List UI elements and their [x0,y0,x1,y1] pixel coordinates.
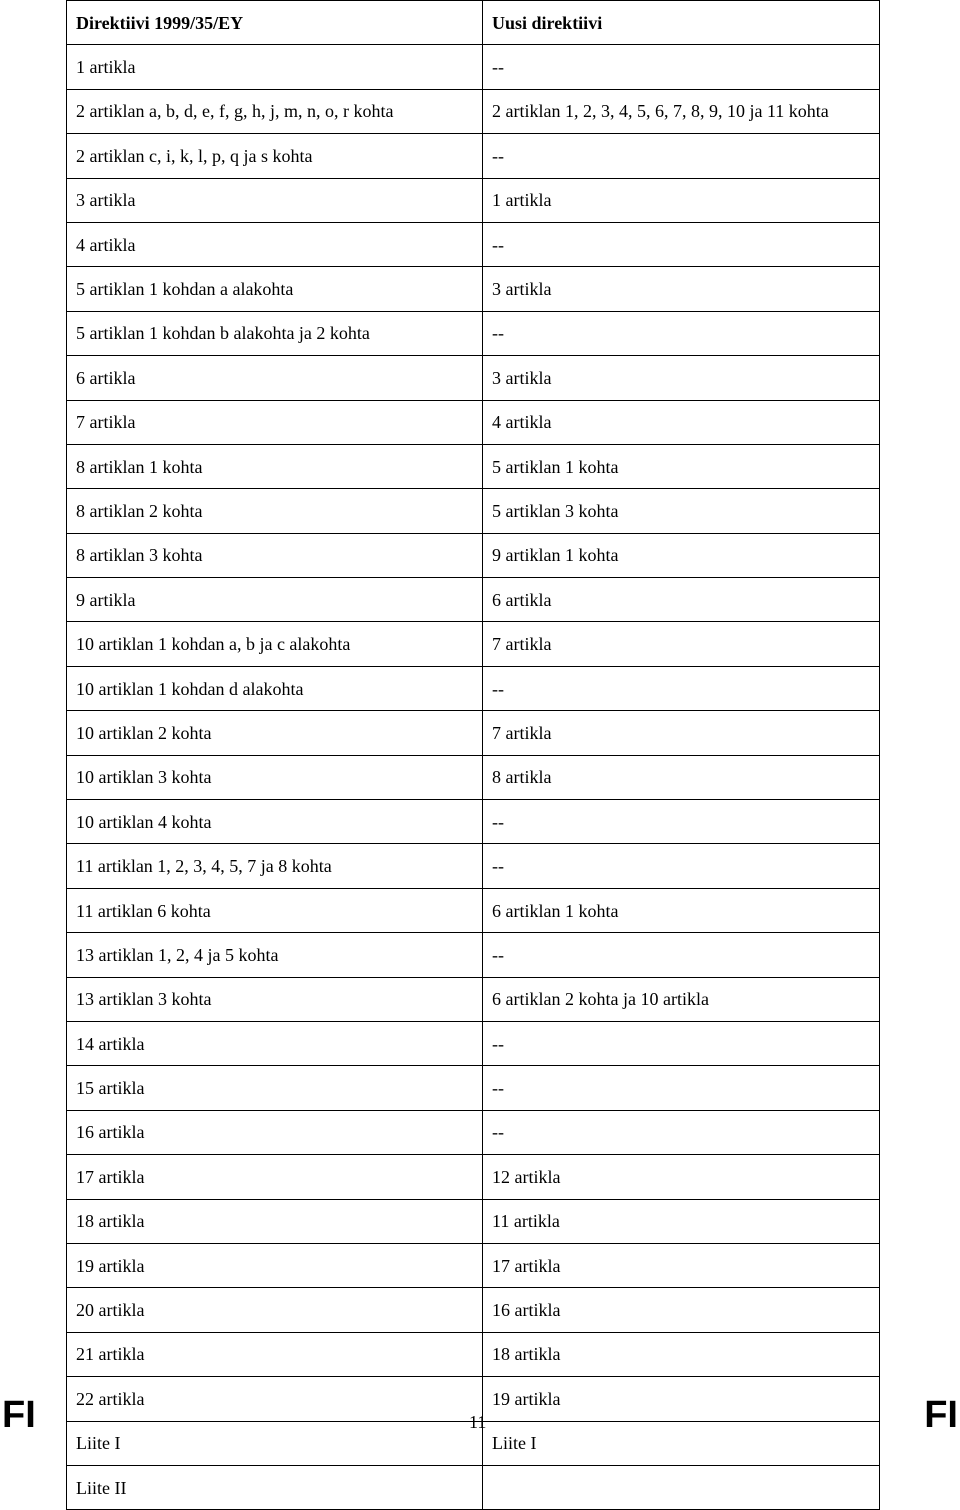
table-row [67,89,880,133]
cell-old-provision: 2 artiklan c, i, k, l, p, q ja s kohta [67,134,483,178]
table-row [67,844,880,888]
table-row [67,489,880,533]
cell-new-provision: -- [483,933,880,977]
table-row [67,267,880,311]
cell-old-provision: 1 artikla [67,45,483,89]
cell-new-provision: 6 artiklan 1 kohta [483,888,880,932]
table-row [67,1199,880,1243]
cell-new-provision: -- [483,1066,880,1110]
table-row [67,1288,880,1332]
cell-old-provision: 9 artikla [67,578,483,622]
table-row [67,533,880,577]
cell-old-provision: 14 artikla [67,1021,483,1065]
cell-new-provision: 5 artiklan 3 kohta [483,489,880,533]
cell-new-provision: -- [483,844,880,888]
table-row [67,666,880,710]
cell-new-provision: 18 artikla [483,1332,880,1376]
cell-new-provision: -- [483,134,880,178]
cell-old-provision: 6 artikla [67,356,483,400]
cell-old-provision: 5 artiklan 1 kohdan b alakohta ja 2 kohta [67,311,483,355]
cell-new-provision: 16 artikla [483,1288,880,1332]
cell-new-provision: -- [483,222,880,266]
table-row [67,755,880,799]
cell-old-provision: 21 artikla [67,1332,483,1376]
cell-old-provision: 4 artikla [67,222,483,266]
cell-old-provision: 10 artiklan 1 kohdan d alakohta [67,666,483,710]
table-row [67,356,880,400]
table-row [67,1066,880,1110]
cell-new-provision: -- [483,1110,880,1154]
table-row [67,711,880,755]
cell-old-provision: 8 artiklan 2 kohta [67,489,483,533]
table-row [67,800,880,844]
cell-new-provision: 4 artikla [483,400,880,444]
language-mark-right: FI [924,1394,958,1436]
cell-new-provision: 6 artikla [483,578,880,622]
cell-new-provision: 1 artikla [483,178,880,222]
table-row [67,1155,880,1199]
cell-old-provision: 13 artiklan 1, 2, 4 ja 5 kohta [67,933,483,977]
cell-old-provision: Liite II [67,1465,483,1509]
cell-old-provision: 10 artiklan 1 kohdan a, b ja c alakohta [67,622,483,666]
table-row [67,1110,880,1154]
table-row [67,311,880,355]
table-row [67,178,880,222]
cell-new-provision [483,1465,880,1509]
table-row [67,444,880,488]
cell-old-provision: 8 artiklan 1 kohta [67,444,483,488]
cell-new-provision: 3 artikla [483,267,880,311]
cell-old-provision: 15 artikla [67,1066,483,1110]
table-row [67,1243,880,1287]
cell-old-provision: 2 artiklan a, b, d, e, f, g, h, j, m, n, o, r kohta [67,89,483,133]
cell-new-provision: -- [483,800,880,844]
cell-old-provision: 11 artiklan 6 kohta [67,888,483,932]
cell-new-provision: -- [483,311,880,355]
cell-old-provision: 19 artikla [67,1243,483,1287]
table-row [67,45,880,89]
table-header [67,1,880,45]
cell-old-provision: 8 artiklan 3 kohta [67,533,483,577]
cell-new-provision: 7 artikla [483,711,880,755]
cell-new-provision: Liite I [483,1421,880,1465]
table-row [67,1021,880,1065]
cell-old-provision: 10 artiklan 4 kohta [67,800,483,844]
language-mark-left: FI [2,1394,36,1436]
cell-old-provision: 20 artikla [67,1288,483,1332]
table-row [67,134,880,178]
table-row [67,933,880,977]
cell-old-provision: 17 artikla [67,1155,483,1199]
table-row [67,400,880,444]
header-old-directive: Direktiivi 1999/35/EY [67,1,483,45]
cell-old-provision: 22 artikla [67,1377,483,1421]
cell-new-provision: 12 artikla [483,1155,880,1199]
cell-old-provision: 16 artikla [67,1110,483,1154]
cell-new-provision: -- [483,666,880,710]
cell-new-provision: 6 artiklan 2 kohta ja 10 artikla [483,977,880,1021]
cell-new-provision: 17 artikla [483,1243,880,1287]
table-row [67,622,880,666]
table-row [67,977,880,1021]
cell-new-provision: -- [483,1021,880,1065]
page-number: 11 [469,1412,487,1432]
cell-new-provision: -- [483,45,880,89]
cell-old-provision: 3 artikla [67,178,483,222]
cell-new-provision: 7 artikla [483,622,880,666]
cell-old-provision: 13 artiklan 3 kohta [67,977,483,1021]
cell-old-provision: 10 artiklan 3 kohta [67,755,483,799]
cell-old-provision: 5 artiklan 1 kohdan a alakohta [67,267,483,311]
cell-new-provision: 3 artikla [483,356,880,400]
correlation-table [66,0,880,1510]
table-row [67,1465,880,1509]
cell-old-provision: 10 artiklan 2 kohta [67,711,483,755]
table-row [67,888,880,932]
table-row [67,222,880,266]
table-body [67,45,880,1510]
cell-old-provision: Liite I [67,1421,483,1465]
table-row [67,1332,880,1376]
cell-new-provision: 8 artikla [483,755,880,799]
table-header-row [67,1,880,45]
table-row [67,578,880,622]
header-new-directive: Uusi direktiivi [483,1,880,45]
cell-old-provision: 7 artikla [67,400,483,444]
cell-new-provision: 5 artiklan 1 kohta [483,444,880,488]
cell-old-provision: 18 artikla [67,1199,483,1243]
cell-new-provision: 19 artikla [483,1377,880,1421]
cell-new-provision: 2 artiklan 1, 2, 3, 4, 5, 6, 7, 8, 9, 10 ja 11 kohta [483,89,880,133]
cell-new-provision: 9 artiklan 1 kohta [483,533,880,577]
cell-old-provision: 11 artiklan 1, 2, 3, 4, 5, 7 ja 8 kohta [67,844,483,888]
cell-new-provision: 11 artikla [483,1199,880,1243]
